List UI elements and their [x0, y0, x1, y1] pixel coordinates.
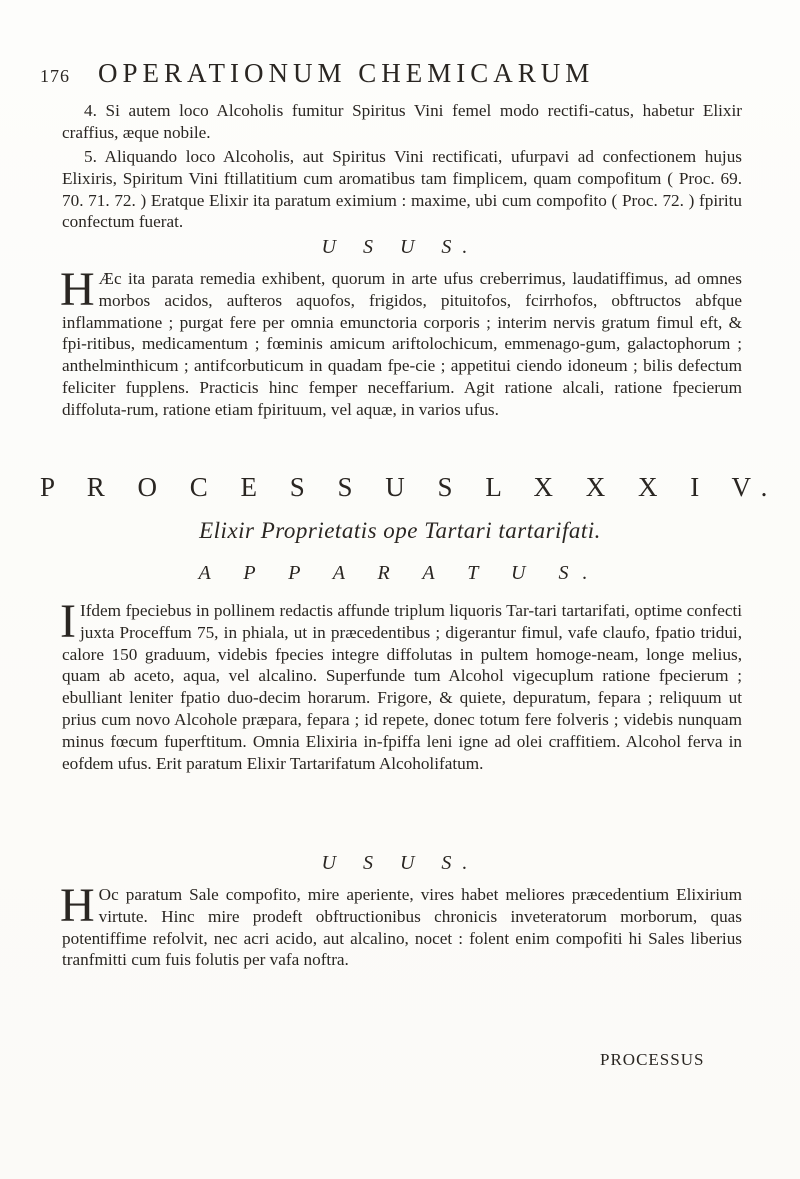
page-header — [40, 58, 760, 92]
apparatus-paragraph — [60, 595, 742, 774]
processus-subtitle: Elixir Proprietatis ope Tartari tartarifati. — [199, 518, 601, 543]
processus-heading: P R O C E S S U S L X X X I V. — [40, 472, 781, 502]
drop-cap-letter: H — [60, 263, 95, 316]
drop-cap-letter: I — [60, 595, 76, 648]
drop-cap-letter: H — [60, 879, 95, 932]
paragraph-5: 5. Aliquando loco Alcoholis, aut Spiritus Vini rectificati, ufurpavi ad confectionem hujus Elixiris, Spiritum Vini ftillatitium cum aromatibus tam fimplicem, quam compofitum ( Proc. 69. 70. 71. 72. ) Eratque Elixir ita paratum eximium : maxime, ubi cum compofito ( Proc. 72. ) fpiritu confectum fuerat. — [62, 147, 742, 232]
paragraph-4: 4. Si autem loco Alcoholis fumitur Spiritus Vini femel modo rectifi-catus, habetur Elixir craffius, æque nobile. — [62, 101, 742, 142]
usus-text-1: Æc ita parata remedia exhibent, quorum in arte ufus creberrimus, laudatiffimus, ad omnes morbos acidos, aufteros aquofos, frigidos, pituitofos, fcirrhofos, obftructos abfque inflammatione ; purgat fere per omnia emunctoria corporis ; interim nervis gratum fimul eft, & fpi-ritibus, medicamentum ; fœminis amicum ariftolochicum, emmenago-gum, galactophorum ; anthelminthicum ; antifcorbuticum in quadam fpe-cie ; appetitui ciendo idoneum ; bilis defectum feliciter fupplens. Practicis hinc femper neceffarium. Agit ratione alcali, ratione fpecierum diffoluta-rum, ratione etiam fpirituum, vel aquæ, in varios ufus. — [62, 269, 742, 419]
apparatus-text: Ifdem fpeciebus in pollinem redactis affunde triplum liquoris Tar-tari tartarifati, optime confecti juxta Proceffum 75, in phiala, ut in præcedentibus ; digerantur fimul, vafe claufo, fpatio tridui, calore 150 graduum, videbis fpecies integre diffolutas in pultem homoge-neam, longe melius, quam ab aceto, aqua, vel alcalino. Superfunde tum Alcohol vigecuplum ratione fpecierum ; ebulliant leniter fpatio duo-decim horarum. Frigore, & quiete, depuratum, fepara ; reliquum ut prius cum novo Alcohole præpara, fepara ; id repete, donec totum fere folveris ; videbis nunquam minus fœcum fuperftitum. Omnia Elixiria in-fpiffa leni igne ad olei craffitiem. Alcohol ferva in eofdem ufus. Erit paratum Elixir Tartarifatum Alcoholifatum. — [62, 601, 742, 773]
usus-heading-2: U S U S. — [321, 852, 479, 874]
apparatus-heading: A P P A R A T U S. — [198, 562, 602, 584]
running-head: OPERATIONUM CHEMICARUM — [98, 58, 595, 88]
usus-text-2: Oc paratum Sale compofito, mire aperiente, vires habet meliores præcedentium Elixirium virtute. Hinc mire prodeft obftructionibus chronicis inveteratorum morborum, quas potentiffime refolvit, nec acri acido, aut alcalino, nocet : folent enim compofiti hi Sales liberius tranfmitti cum fuis folutis per vafa noftra. — [62, 885, 742, 970]
usus-paragraph-1 — [60, 263, 742, 421]
page-number: 176 — [40, 66, 70, 86]
usus-paragraph-2 — [60, 879, 742, 971]
catchword: PROCESSUS — [600, 1050, 705, 1069]
usus-heading-1: U S U S. — [321, 236, 479, 258]
